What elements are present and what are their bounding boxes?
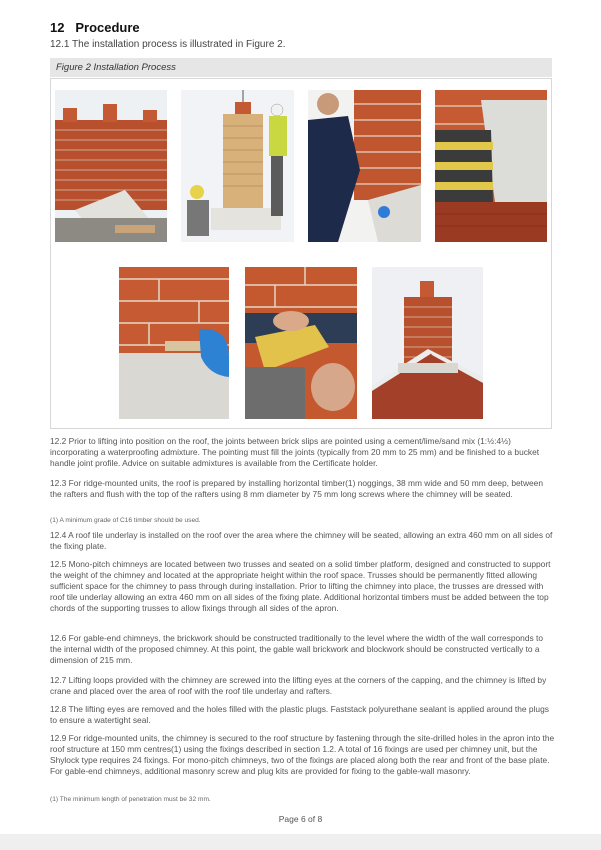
sealant-application-photo <box>119 267 229 419</box>
pointing-joints-photo <box>308 90 421 242</box>
footnote-penetration: (1) The minimum length of penetration must be 32 mm. <box>50 796 211 803</box>
paragraph-12-5: 12.5 Mono-pitch chimneys are located between two trusses and seated on a solid timber platform, designed and constructed to support the weight of the chimney and located at the appropriate height within the roof space. Trusses should be permanently fitted allowing sufficient space for the chimney to pass through during installation. Prior to lifting the chimney into place, the trusses are dressed with roof tile underlay allowing an extra 460 mm on all sides of the fixing plate. Additional horizontal timbers must be added between the top chords of the supporting trusses to allow fixings through all sides of the apron. <box>50 559 551 613</box>
roof-ladder-flashing-photo <box>435 90 547 242</box>
chimneys-on-pallet-photo <box>55 90 167 242</box>
paragraph-12-7: 12.7 Lifting loops provided with the chimney are screwed into the lifting eyes at the corners of the capping, and the chimney is lifted by crane and placed over the area of roof with the roof tile underlay and rafters. <box>50 675 547 696</box>
paragraph-12-2: 12.2 Prior to lifting into position on the roof, the joints between brick slips are pointed using a cement/lime/sand mix (1:½:4½) incorporating a waterproofing admixture. The pointing must fill the joints (typically from 20 mm to 25 mm) and be finished to a bucket handle joint profile. Advice on suitable admixtures is available from the Certificate holder. <box>50 436 540 468</box>
paragraph-12-3: 12.3 For ridge-mounted units, the roof is prepared by installing horizontal timber(1) noggings, 38 mm wide and 50 mm deep, between the rafters and flush with the top of the rafters using 8 mm diameter by 75 mm long screws where the chimney will be seated. <box>50 478 543 499</box>
figure-caption: Figure 2 Installation Process <box>56 62 176 73</box>
section-number: 12 <box>50 20 65 35</box>
completed-chimney-photo <box>372 267 483 419</box>
paragraph-12-6: 12.6 For gable-end chimneys, the brickwork should be constructed traditionally to the level where the width of the wall corresponds to the internal width of the proposed chimney. At this point, the gable wall brickwork and blockwork should be constructed vertically to a dimension of 215 mm. <box>50 633 543 665</box>
installation-figure <box>50 78 552 429</box>
page-number: Page 6 of 8 <box>278 814 323 824</box>
paragraph-12-9: 12.9 For ridge-mounted units, the chimney is secured to the roof structure by fastening through the site-drilled holes in the apron into the roof structure at 150 mm centres(1) using the fixings described in section 1.2. A total of 16 fixings are used per chimney unit, but the Shylock type requires 24 fixings. For mono-pitch chimneys, two of the fixings are placed along both the rear and front of the base plate. For gable-end chimneys, additional masonry screw and plug kits are provided for fixing to the gable-wall masonry. <box>50 733 555 776</box>
figure-caption-bar <box>50 58 552 77</box>
paragraph-12-4: 12.4 A roof tile underlay is installed on the roof over the area where the chimney will be seated, allowing an extra 460 mm on all sides of the fixing plate. <box>50 530 553 551</box>
intro-paragraph: 12.1 The installation process is illustrated in Figure 2. <box>50 39 286 50</box>
footnote-timber-grade: (1) A minimum grade of C16 timber should be used. <box>50 517 201 524</box>
flashing-tape-photo <box>245 267 357 419</box>
section-title: Procedure <box>75 20 140 35</box>
chimney-lifted-by-crane-photo <box>181 90 294 242</box>
section-heading <box>50 20 140 35</box>
paragraph-12-8: 12.8 The lifting eyes are removed and the holes filled with the plastic plugs. Faststack polyurethane sealant is applied around the plugs to ensure a watertight seal. <box>50 704 549 725</box>
page-bottom-strip <box>0 834 601 850</box>
